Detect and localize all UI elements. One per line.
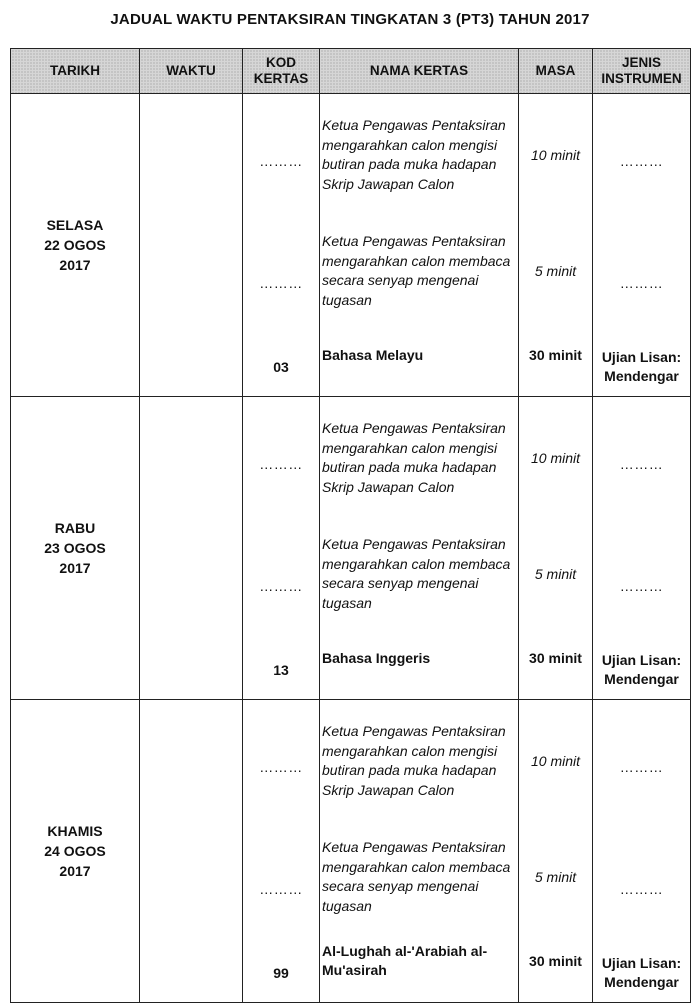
header-waktu: WAKTU [140,49,243,94]
instrumen-value: ……… [619,759,664,775]
header-row [11,49,691,94]
nama-value: Ketua Pengawas Pentaksiran mengarahkan calon mengisi butiran pada muka hadapan Skrip Jawapan Calon [322,117,506,192]
masa-value: 30 minit [529,346,582,363]
instrumen-cell [593,94,691,397]
masa-value: 30 minit [529,952,582,969]
exam-schedule-table [10,48,691,1003]
kod-value: ……… [259,881,303,897]
date-cell [11,94,140,397]
header-nama-kertas: NAMA KERTAS [320,49,519,94]
instrumen-value: Ujian Lisan: Mendengar [601,652,682,687]
date-cell [11,700,140,1003]
table-row [11,700,691,1003]
nama-value: Bahasa Melayu [322,346,424,363]
instrumen-cell [593,397,691,700]
masa-value: 30 minit [529,649,582,666]
nama-cell [320,700,519,1003]
instrumen-value: ……… [619,578,664,594]
waktu-cell [140,94,243,397]
kod-value: ……… [259,275,303,291]
nama-value: Ketua Pengawas Pentaksiran mengarahkan calon membaca secara senyap mengenai tugasan [322,233,511,308]
masa-value: 10 minit [530,147,581,163]
masa-value: 10 minit [530,753,581,769]
table-row [11,94,691,397]
masa-cell [519,94,593,397]
page-title: JADUAL WAKTU PENTAKSIRAN TINGKATAN 3 (PT3) TAHUN 2017 [110,11,590,28]
day-date: 23 OGOS [44,540,106,556]
table-row [11,397,691,700]
masa-value: 5 minit [534,869,577,885]
kod-value: ……… [259,578,303,594]
kod-value: ……… [259,456,303,472]
masa-cell [519,397,593,700]
kod-value: 13 [273,661,289,678]
nama-value: Ketua Pengawas Pentaksiran mengarahkan calon mengisi butiran pada muka hadapan Skrip Jawapan Calon [322,723,506,798]
kod-cell [243,700,320,1003]
masa-cell [519,700,593,1003]
nama-value: Ketua Pengawas Pentaksiran mengarahkan calon mengisi butiran pada muka hadapan Skrip Jawapan Calon [322,420,506,495]
kod-cell [243,397,320,700]
instrumen-value: ……… [619,456,664,472]
header-jenis-instrumen: JENIS INSTRUMEN [593,49,691,94]
header-masa: MASA [519,49,593,94]
nama-value: Ketua Pengawas Pentaksiran mengarahkan calon membaca secara senyap mengenai tugasan [322,536,511,611]
header-kod-kertas: KOD KERTAS [243,49,320,94]
waktu-cell [140,700,243,1003]
header-tarikh: TARIKH [11,49,140,94]
instrumen-cell [593,700,691,1003]
masa-value: 10 minit [530,450,581,466]
day-name: RABU [54,520,96,536]
day-date: 22 OGOS [44,237,106,253]
date-cell [11,397,140,700]
masa-value: 5 minit [534,566,577,582]
nama-value: Ketua Pengawas Pentaksiran mengarahkan calon membaca secara senyap mengenai tugasan [322,839,511,914]
day-year: 2017 [59,257,91,273]
instrumen-value: ……… [619,153,664,169]
nama-cell [320,397,519,700]
instrumen-value: Ujian Lisan: Mendengar [601,955,682,990]
day-date: 24 OGOS [44,843,106,859]
kod-cell [243,94,320,397]
nama-value: Al-Lughah al-'Arabiah al-Mu'asirah [322,943,488,978]
masa-value: 5 minit [534,263,577,279]
kod-value: ……… [259,759,303,775]
instrumen-value: ……… [619,881,664,897]
nama-cell [320,94,519,397]
waktu-cell [140,397,243,700]
kod-value: 99 [273,964,289,981]
kod-value: ……… [259,153,303,169]
instrumen-value: Ujian Lisan: Mendengar [601,349,682,384]
day-name: SELASA [46,217,104,233]
nama-value: Bahasa Inggeris [322,649,431,666]
day-year: 2017 [59,863,91,879]
day-year: 2017 [59,560,91,576]
instrumen-value: ……… [619,275,664,291]
kod-value: 03 [273,358,289,375]
day-name: KHAMIS [47,823,103,839]
